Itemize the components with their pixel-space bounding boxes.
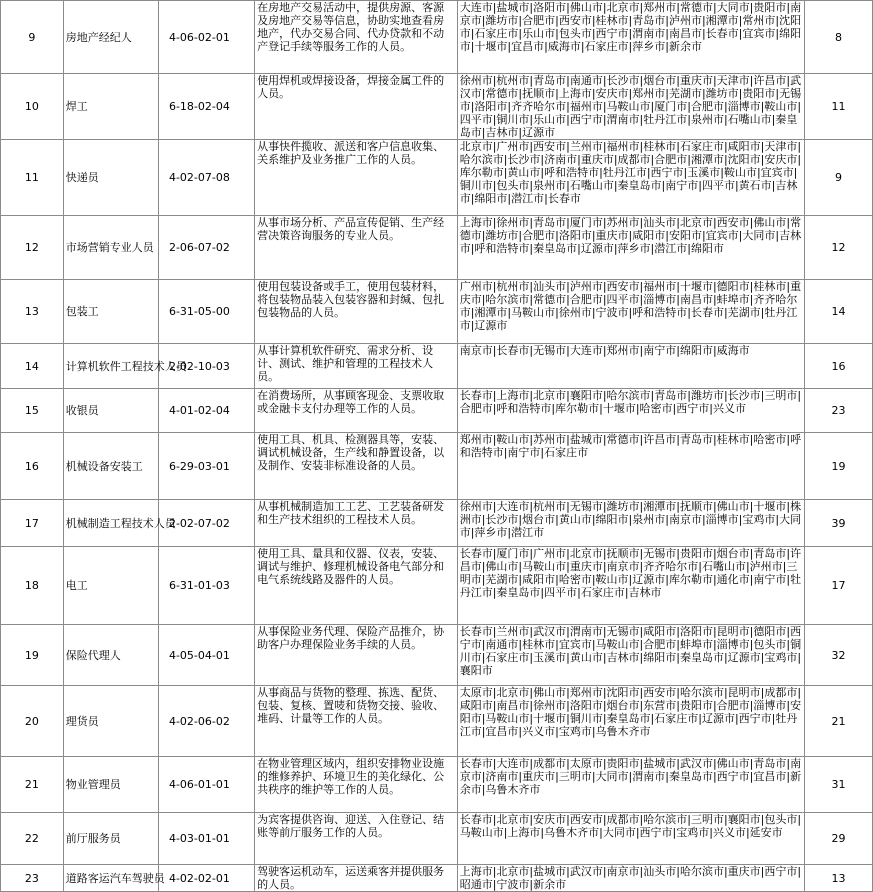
occupation-name-cell: 电工 [63,547,158,625]
city-list-cell: 长春市|大连市|成都市|太原市|贵阳市|盐城市|武汉市|佛山市|青岛市|南京市|济南市|重庆市|三明市|大同市|渭南市|秦皇岛市|西宁市|宜昌市|新余市|乌鲁木齐市 [457,757,804,813]
city-list-cell: 徐州市|杭州市|青岛市|南通市|长沙市|烟台市|重庆市|天津市|许昌市|武汉市|常德市|抚顺市|上海市|安庆市|郑州市|芜湖市|潍坊市|贵阳市|无锡市|洛阳市|齐齐哈尔市|福州市|马鞍山市|厦门市|合肥市|淄博市|鞍山市|四平市|铜川市|乐山市|西宁市|渭南市|牡丹江市|泉州市|石嘴山市|秦皇岛市|吉林市|辽源市 [457,74,804,140]
city-list-cell: 大连市|盐城市|洛阳市|佛山市|北京市|郑州市|常德市|大同市|贵阳市|南京市|潍坊市|合肥市|西安市|桂林市|青岛市|泸州市|湘潭市|常州市|沈阳市|石家庄市|乐山市|包头市|西宁市|渭南市|南昌市|长春市|宜宾市|绵阳市|十堰市|宜昌市|威海市|石家庄市|萍乡市|新余市 [457,1,804,74]
occupation-code-cell: 4-03-01-01 [158,813,254,865]
occupation-description-cell: 从事计算机软件研究、需求分析、设计、测试、维护和管理的工程技术人员。 [255,344,458,389]
occupation-name-cell: 包装工 [63,280,158,344]
table-row [1,433,873,500]
occupation-description-cell: 在消费场所，从事顾客现金、支票收取或金融卡支付办理等工作的人员。 [255,389,458,433]
occupation-description-cell: 使用工具、量具和仪器、仪表，安装、调试与维护、修理机械设备电气部分和电气系统线路及器件的人员。 [255,547,458,625]
row-number-cell: 14 [1,344,64,389]
occupation-code-cell: 6-29-03-01 [158,433,254,500]
row-number-cell: 13 [1,280,64,344]
occupation-description-cell: 使用工具、机具、检测器具等，安装、调试机械设备，生产线和静置设备，以及制作、安装非标准设备的人员。 [255,433,458,500]
row-number-cell: 23 [1,865,64,892]
city-count-cell: 14 [805,280,873,344]
occupation-name-cell: 市场营销专业人员 [63,216,158,280]
occupation-name-cell: 收银员 [63,389,158,433]
city-list-cell: 太原市|北京市|佛山市|郑州市|沈阳市|西安市|哈尔滨市|昆明市|成都市|咸阳市|南昌市|徐州市|洛阳市|烟台市|东营市|贵阳市|合肥市|淄博市|安阳市|马鞍山市|十堰市|铜川市|秦皇岛市|石家庄市|辽源市|西宁市|牡丹江市|宜昌市|兴义市|宝鸡市|乌鲁木齐市 [457,686,804,757]
table-row [1,547,873,625]
table-row [1,280,873,344]
row-number-cell: 16 [1,433,64,500]
table-row [1,625,873,686]
city-list-cell: 长春市|北京市|安庆市|西安市|成都市|哈尔滨市|三明市|襄阳市|包头市|马鞍山市|上海市|乌鲁木齐市|大同市|西宁市|宝鸡市|兴义市|延安市 [457,813,804,865]
table-row [1,140,873,216]
city-count-cell: 21 [805,686,873,757]
occupation-code-cell: 2-02-07-02 [158,500,254,547]
occupation-name-cell: 道路客运汽车驾驶员 [63,865,158,892]
occupation-code-cell: 4-02-02-01 [158,865,254,892]
occupation-code-cell: 2-06-07-02 [158,216,254,280]
city-count-cell: 17 [805,547,873,625]
row-number-cell: 15 [1,389,64,433]
row-number-cell: 10 [1,74,64,140]
city-list-cell: 上海市|北京市|盐城市|武汉市|南京市|汕头市|哈尔滨市|重庆市|西宁市|昭通市|宁波市|新余市 [457,865,804,892]
city-list-cell: 徐州市|大连市|杭州市|无锡市|潍坊市|湘潭市|抚顺市|佛山市|十堰市|株洲市|长沙市|烟台市|黄山市|绵阳市|泉州市|南京市|淄博市|宝鸡市|大同市|萍乡市|潜江市 [457,500,804,547]
row-number-cell: 19 [1,625,64,686]
city-count-cell: 19 [805,433,873,500]
occupation-name-cell: 焊工 [63,74,158,140]
city-count-cell: 8 [805,1,873,74]
occupation-code-cell: 4-02-07-08 [158,140,254,216]
occupation-description-cell: 使用焊机或焊接设备，焊接金属工件的人员。 [255,74,458,140]
occupation-description-cell: 从事机械制造加工工艺、工艺装备研发和生产技术组织的工程技术人员。 [255,500,458,547]
city-list-cell: 南京市|长春市|无锡市|大连市|郑州市|南宁市|绵阳市|威海市 [457,344,804,389]
occupation-code-cell: 4-06-01-01 [158,757,254,813]
occupation-code-cell: 4-06-02-01 [158,1,254,74]
table-row [1,686,873,757]
occupation-code-cell: 4-01-02-04 [158,389,254,433]
occupation-code-cell: 6-31-01-03 [158,547,254,625]
occupation-code-cell: 6-31-05-00 [158,280,254,344]
city-list-cell: 广州市|杭州市|汕头市|泸州市|西安市|福州市|十堰市|德阳市|桂林市|重庆市|哈尔滨市|常德市|合肥市|四平市|淄博市|南昌市|蚌埠市|齐齐哈尔市|湘潭市|马鞍山市|徐州市|宁波市|呼和浩特市|长春市|芜湖市|牡丹江市|辽源市 [457,280,804,344]
row-number-cell: 12 [1,216,64,280]
city-count-cell: 29 [805,813,873,865]
city-count-cell: 39 [805,500,873,547]
city-count-cell: 31 [805,757,873,813]
city-count-cell: 13 [805,865,873,892]
city-count-cell: 12 [805,216,873,280]
row-number-cell: 9 [1,1,64,74]
city-count-cell: 11 [805,74,873,140]
occupation-description-cell: 在房地产交易活动中，提供房源、客源及房地产交易等信息，协助实地查看房地产，代办交易合同、代办贷款和不动产登记手续等服务工作的人员。 [255,1,458,74]
table-row [1,500,873,547]
occupation-name-cell: 保险代理人 [63,625,158,686]
city-list-cell: 长春市|兰州市|武汉市|渭南市|无锡市|咸阳市|洛阳市|昆明市|德阳市|西宁市|南通市|桂林市|宜宾市|马鞍山市|合肥市|蚌埠市|淄博市|包头市|铜川市|石家庄市|玉溪市|黄山市|吉林市|绵阳市|秦皇岛市|辽源市|宝鸡市|襄阳市 [457,625,804,686]
row-number-cell: 17 [1,500,64,547]
city-list-cell: 长春市|上海市|北京市|襄阳市|哈尔滨市|青岛市|潍坊市|长沙市|三明市|合肥市|呼和浩特市|库尔勒市|十堰市|哈密市|西宁市|兴义市 [457,389,804,433]
table-row [1,216,873,280]
occupation-name-cell: 机械设备安装工 [63,433,158,500]
table-row [1,74,873,140]
city-list-cell: 郑州市|鞍山市|苏州市|盐城市|常德市|许昌市|青岛市|桂林市|哈密市|呼和浩特市|南宁市|石家庄市 [457,433,804,500]
occupation-code-cell: 4-05-04-01 [158,625,254,686]
occupation-code-cell: 2-02-10-03 [158,344,254,389]
city-count-cell: 16 [805,344,873,389]
occupation-name-cell: 理货员 [63,686,158,757]
occupation-name-cell: 快递员 [63,140,158,216]
table-row [1,1,873,74]
occupation-name-cell: 计算机软件工程技术人员 [63,344,158,389]
city-list-cell: 上海市|徐州市|青岛市|厦门市|苏州市|汕头市|北京市|西安市|佛山市|常德市|潍坊市|合肥市|洛阳市|重庆市|咸阳市|安阳市|宜宾市|大同市|吉林市|呼和浩特市|秦皇岛市|辽源市|萍乡市|潜江市|绵阳市 [457,216,804,280]
occupation-description-cell: 从事市场分析、产品宣传促销、生产经营决策咨询服务的专业人员。 [255,216,458,280]
table-row [1,389,873,433]
occupation-description-cell: 为宾客提供咨询、迎送、入住登记、结账等前厅服务工作的人员。 [255,813,458,865]
row-number-cell: 22 [1,813,64,865]
occupation-code-cell: 6-18-02-04 [158,74,254,140]
occupation-description-cell: 驾驶客运机动车，运送乘客并提供服务的人员。 [255,865,458,892]
city-count-cell: 9 [805,140,873,216]
row-number-cell: 21 [1,757,64,813]
row-number-cell: 11 [1,140,64,216]
row-number-cell: 20 [1,686,64,757]
occupation-description-cell: 在物业管理区域内，组织安排物业设施的维修养护、环境卫生的美化绿化、公共秩序的维护等工作的人员。 [255,757,458,813]
occupation-name-cell: 机械制造工程技术人员 [63,500,158,547]
occupation-description-cell: 从事保险业务代理、保险产品推介，协助客户办理保险业务手续的人员。 [255,625,458,686]
city-count-cell: 23 [805,389,873,433]
city-list-cell: 北京市|广州市|西安市|兰州市|福州市|桂林市|石家庄市|咸阳市|天津市|哈尔滨市|长沙市|济南市|重庆市|成都市|合肥市|湘潭市|沈阳市|安庆市|库尔勒市|黄山市|呼和浩特市|牡丹江市|西宁市|玉溪市|鞍山市|宜宾市|铜川市|包头市|泉州市|石嘴山市|秦皇岛市|南宁市|四平市|黄石市|吉林市|绵阳市|潜江市|长春市 [457,140,804,216]
occupation-description-cell: 从事商品与货物的整理、拣选、配货、包装、复核、置唛和货物交接、验收、堆码、计量等工作的人员。 [255,686,458,757]
table-row [1,344,873,389]
occupation-code-cell: 4-02-06-02 [158,686,254,757]
occupation-name-cell: 前厅服务员 [63,813,158,865]
occupation-description-cell: 从事快件揽收、派送和客户信息收集、关系维护及业务推广工作的人员。 [255,140,458,216]
table-row [1,865,873,892]
table-row [1,757,873,813]
row-number-cell: 18 [1,547,64,625]
occupation-description-cell: 使用包装设备或手工，使用包装材料，将包装物品装入包装容器和封缄、包扎包装物品的人员。 [255,280,458,344]
city-count-cell: 32 [805,625,873,686]
city-list-cell: 长春市|厦门市|广州市|北京市|抚顺市|无锡市|贵阳市|烟台市|青岛市|许昌市|佛山市|马鞍山市|重庆市|南京市|齐齐哈尔市|石嘴山市|泸州市|三明市|芜湖市|咸阳市|哈密市|鞍山市|辽源市|库尔勒市|通化市|南宁市|牡丹江市|秦皇岛市|四平市|石家庄市|吉林市 [457,547,804,625]
table-row [1,813,873,865]
occupation-name-cell: 物业管理员 [63,757,158,813]
occupation-name-cell: 房地产经纪人 [63,1,158,74]
